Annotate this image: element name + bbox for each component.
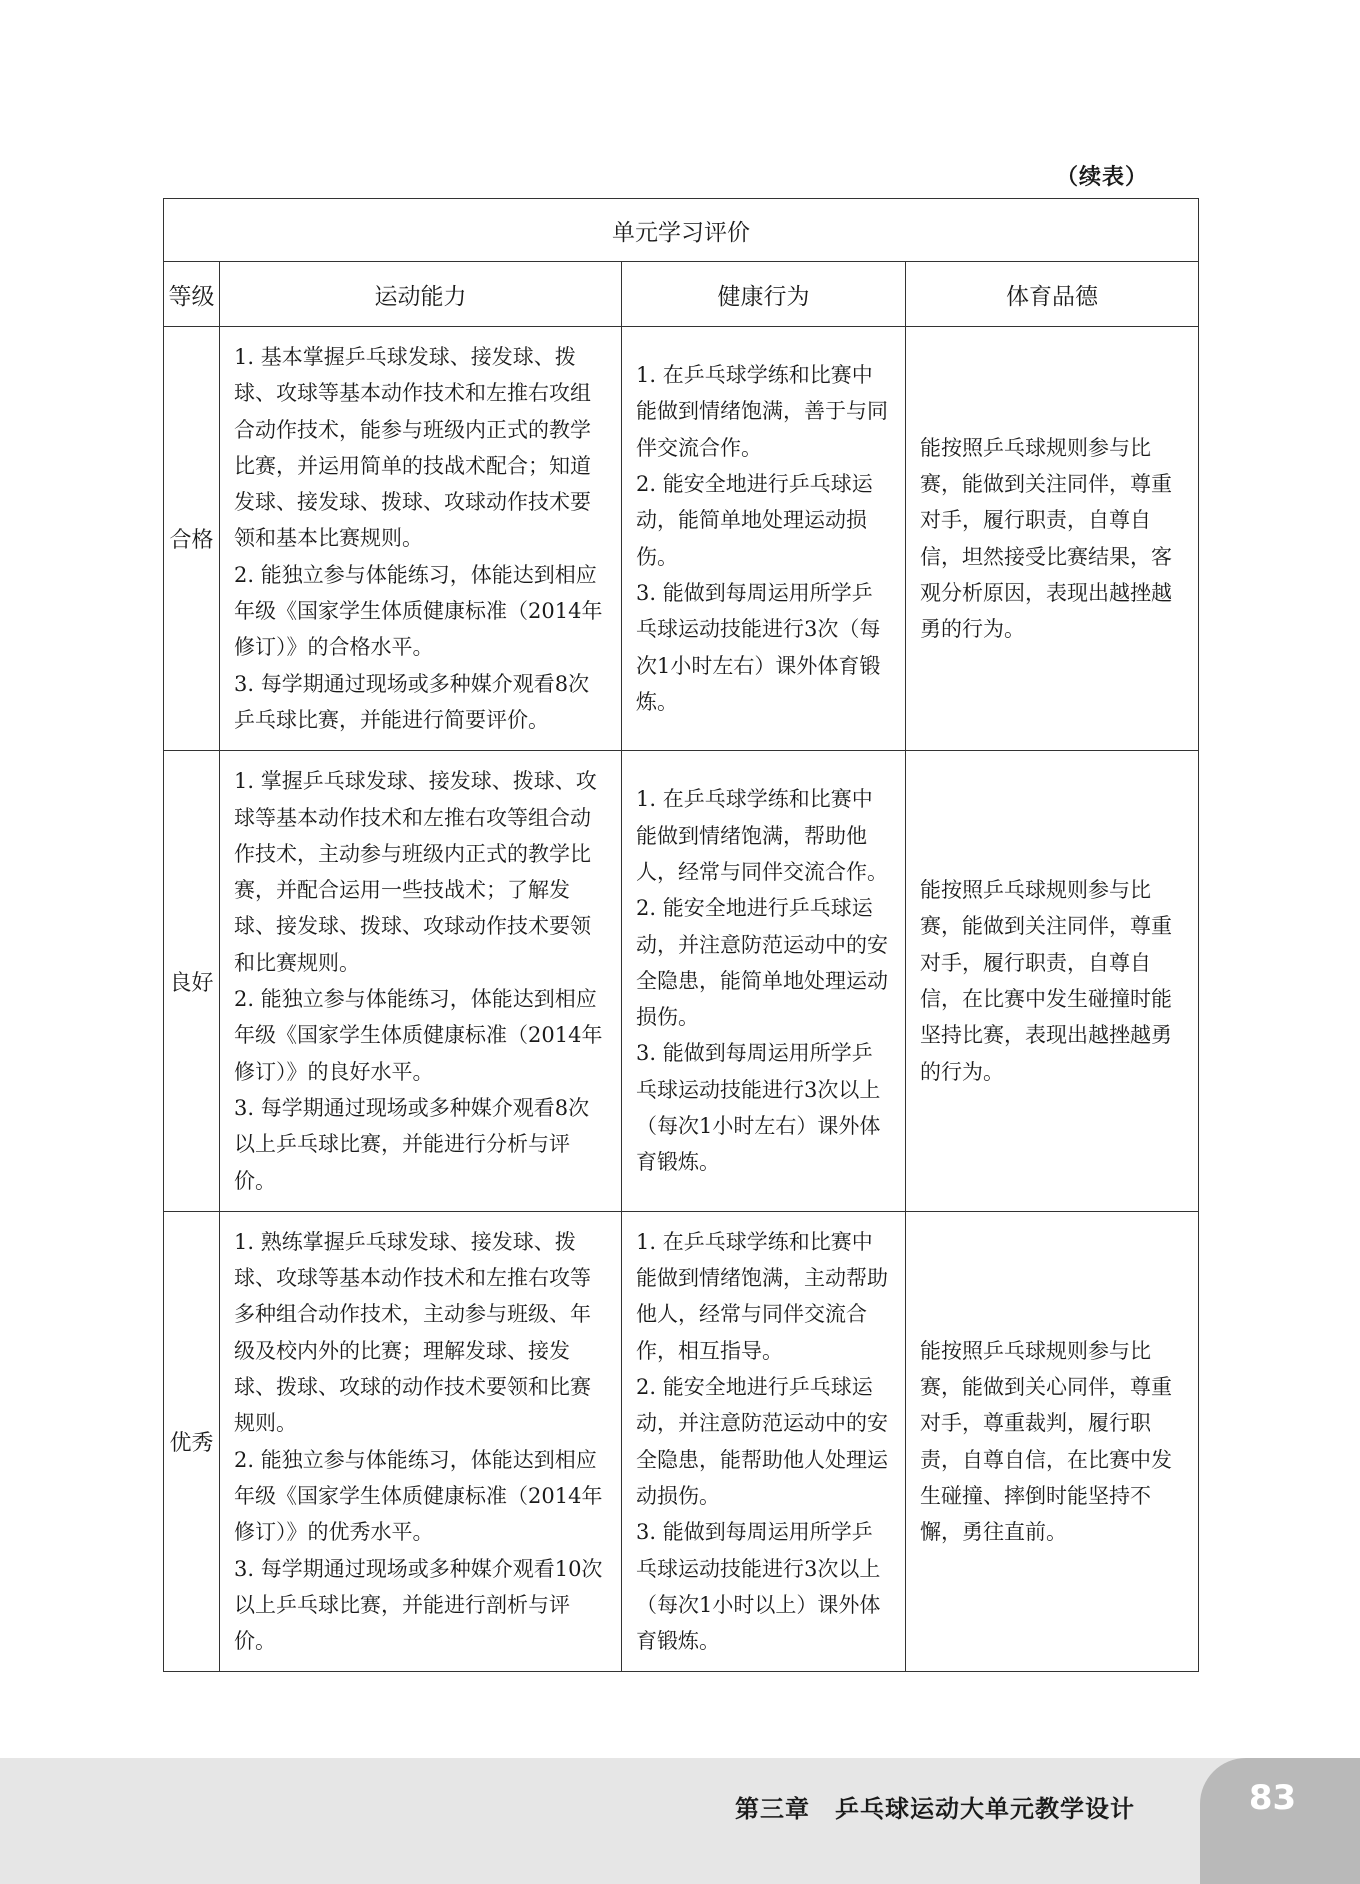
level-cell: 优秀 [164,1211,220,1672]
list-item: 3. 每学期通过现场或多种媒介观看8次以上乒乓球比赛，并能进行分析与评价。 [234,1095,590,1193]
level-cell: 良好 [164,751,220,1212]
list-item: 1. 在乒乓球学练和比赛中能做到情绪饱满，帮助他人，经常与同伴交流合作。 [636,787,888,884]
chapter-title: 第三章 乒乓球运动大单元教学设计 [735,1795,1135,1823]
level-cell: 合格 [164,327,220,751]
list-item: 1. 在乒乓球学练和比赛中能做到情绪饱满，主动帮助他人，经常与同伴交流合作，相互指导。 [636,1229,888,1363]
header-health-behavior: 健康行为 [622,262,906,327]
list-item: 2. 能安全地进行乒乓球运动，能简单地处理运动损伤。 [636,472,873,569]
list-item: 3. 能做到每周运用所学乒乓球运动技能进行3次以上（每次1小时以上）课外体育锻炼。 [636,1520,881,1654]
page-number-tab [1200,1758,1360,1884]
header-sports-morality: 体育品德 [906,262,1199,327]
page-number: 83 [1248,1778,1297,1818]
list-item: 2. 能安全地进行乒乓球运动，并注意防范运动中的安全隐患，能帮助他人处理运动损伤。 [636,1375,888,1508]
list-item: 2. 能独立参与体能练习，体能达到相应年级《国家学生体质健康标准（2014年修订）》的良好水平。 [234,987,603,1084]
footer-bar [0,1758,1360,1884]
list-item: 2. 能独立参与体能练习，体能达到相应年级《国家学生体质健康标准（2014年修订）》的优秀水平。 [234,1447,603,1545]
table-row [164,1211,1199,1672]
list-item: 2. 能安全地进行乒乓球运动，并注意防范运动中的安全隐患，能简单地处理运动损伤。 [636,896,888,1030]
evaluation-table [163,198,1199,1672]
motor-ability-cell [220,327,622,751]
health-behavior-cell [622,1211,906,1672]
motor-ability-cell [220,1211,622,1672]
sports-morality-cell: 能按照乒乓球规则参与比赛，能做到关心同伴，尊重对手，尊重裁判，履行职责，自尊自信，在比赛中发生碰撞、摔倒时能坚持不懈，勇往直前。 [906,1211,1199,1672]
list-item: 1. 基本掌握乒乓球发球、接发球、拨球、攻球等基本动作技术和左推右攻组合动作技术，能参与班级内正式的教学比赛，并运用简单的技战术配合；知道发球、接发球、拨球、攻球动作技术要领和基本比赛规则。 [234,345,591,551]
list-item: 2. 能独立参与体能练习，体能达到相应年级《国家学生体质健康标准（2014年修订）》的合格水平。 [234,562,603,660]
table-title: 单元学习评价 [164,199,1199,262]
table-row [164,327,1199,751]
list-item: 3. 每学期通过现场或多种媒介观看8次乒乓球比赛，并能进行简要评价。 [234,671,590,732]
sports-morality-cell: 能按照乒乓球规则参与比赛，能做到关注同伴，尊重对手，履行职责，自尊自信，坦然接受比赛结果，客观分析原因，表现出越挫越勇的行为。 [906,327,1199,751]
header-level: 等级 [164,262,220,327]
table-row [164,751,1199,1212]
list-item: 3. 能做到每周运用所学乒乓球运动技能进行3次以上（每次1小时左右）课外体育锻炼。 [636,1041,881,1175]
list-item: 1. 在乒乓球学练和比赛中能做到情绪饱满，善于与同伴交流合作。 [636,363,888,460]
health-behavior-cell [622,327,906,751]
sports-morality-cell: 能按照乒乓球规则参与比赛，能做到关注同伴，尊重对手，履行职责，自尊自信，在比赛中发生碰撞时能坚持比赛，表现出越挫越勇的行为。 [906,751,1199,1212]
list-item: 1. 熟练掌握乒乓球发球、接发球、拨球、攻球等基本动作技术和左推右攻等多种组合动作技术，主动参与班级、年级及校内外的比赛；理解发球、接发球、拨球、攻球的动作技术要领和比赛规则。 [234,1229,591,1436]
header-motor-ability: 运动能力 [220,262,622,327]
list-item: 1. 掌握乒乓球发球、接发球、拨球、攻球等基本动作技术和左推右攻等组合动作技术，主动参与班级内正式的教学比赛，并配合运用一些技战术；了解发球、接发球、拨球、攻球动作技术要领和比赛规则。 [234,769,597,975]
list-item: 3. 能做到每周运用所学乒乓球运动技能进行3次（每次1小时左右）课外体育锻炼。 [636,580,881,714]
motor-ability-cell [220,751,622,1212]
list-item: 3. 每学期通过现场或多种媒介观看10次以上乒乓球比赛，并能进行剖析与评价。 [234,1556,603,1654]
continued-label: （续表） [1055,165,1148,190]
health-behavior-cell [622,751,906,1212]
